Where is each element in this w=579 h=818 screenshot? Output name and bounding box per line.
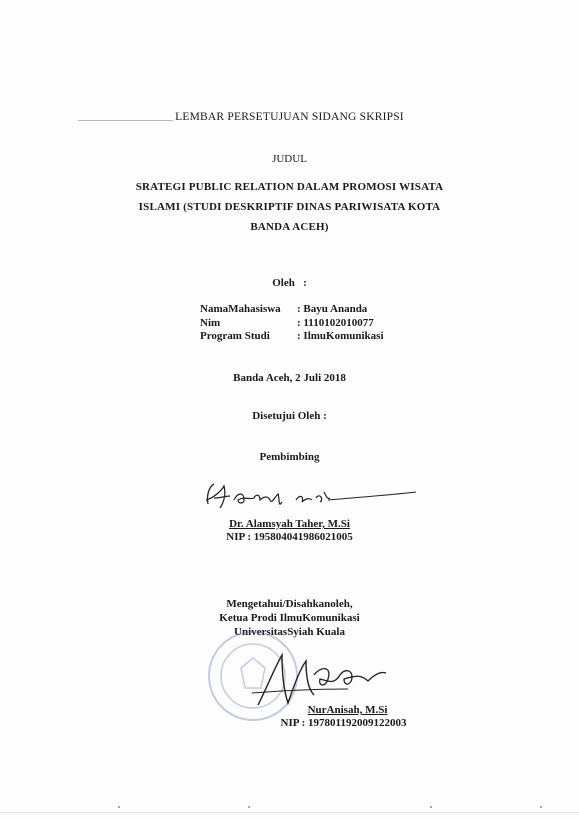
pembimbing-label: Pembimbing (259, 451, 320, 463)
judul-label: JUDUL (272, 153, 307, 165)
judul-line-1: SRATEGI PUBLIC RELATION DALAM PROMOSI WISATA (135, 181, 444, 193)
info-value: : 1110102010077 (297, 316, 374, 329)
pembimbing-signature (200, 478, 420, 518)
info-label: NamaMahasiswa (200, 303, 281, 315)
pembimbing-name: Dr. Alamsyah Taher, M.Si (229, 518, 350, 530)
pembimbing-nip: NIP : 195804041986021005 (226, 531, 353, 543)
info-value: : Bayu Ananda (297, 303, 368, 315)
scan-speck (248, 806, 250, 808)
page-title: LEMBAR PERSETUJUAN SIDANG SKRIPSI (175, 111, 404, 123)
scan-speck (430, 806, 432, 808)
judul-line-3: BANDA ACEH) (250, 221, 329, 233)
disetujui-label: Disetujui Oleh : (252, 410, 327, 422)
kaprodi-name: NurAnisah, M.Si (307, 704, 388, 716)
mengetahui-line-2: Ketua Prodi IlmuKomunikasi (219, 612, 360, 624)
oleh-label: Oleh : (272, 277, 307, 289)
info-value: : IlmuKomunikasi (297, 330, 384, 342)
mengetahui-line-3: UniversitasSyiah Kuala (234, 626, 345, 638)
info-label: Nim (200, 316, 221, 329)
scan-edge (0, 812, 579, 813)
student-info (200, 303, 384, 344)
kaprodi-nip: NIP : 197801192009122003 (280, 717, 407, 729)
date-line: Banda Aceh, 2 Juli 2018 (233, 372, 346, 384)
info-row-nim (200, 317, 384, 331)
scan-speck (540, 806, 542, 808)
mengetahui-line-1: Mengetahui/Disahkanoleh, (226, 598, 353, 610)
scan-speck (118, 806, 120, 808)
info-label: Program Studi (200, 330, 270, 342)
info-row-program (200, 330, 384, 344)
judul-line-2: ISLAMI (STUDI DESKRIPTIF DINAS PARIWISATA KOTA (138, 201, 441, 213)
info-row-name (200, 303, 384, 317)
